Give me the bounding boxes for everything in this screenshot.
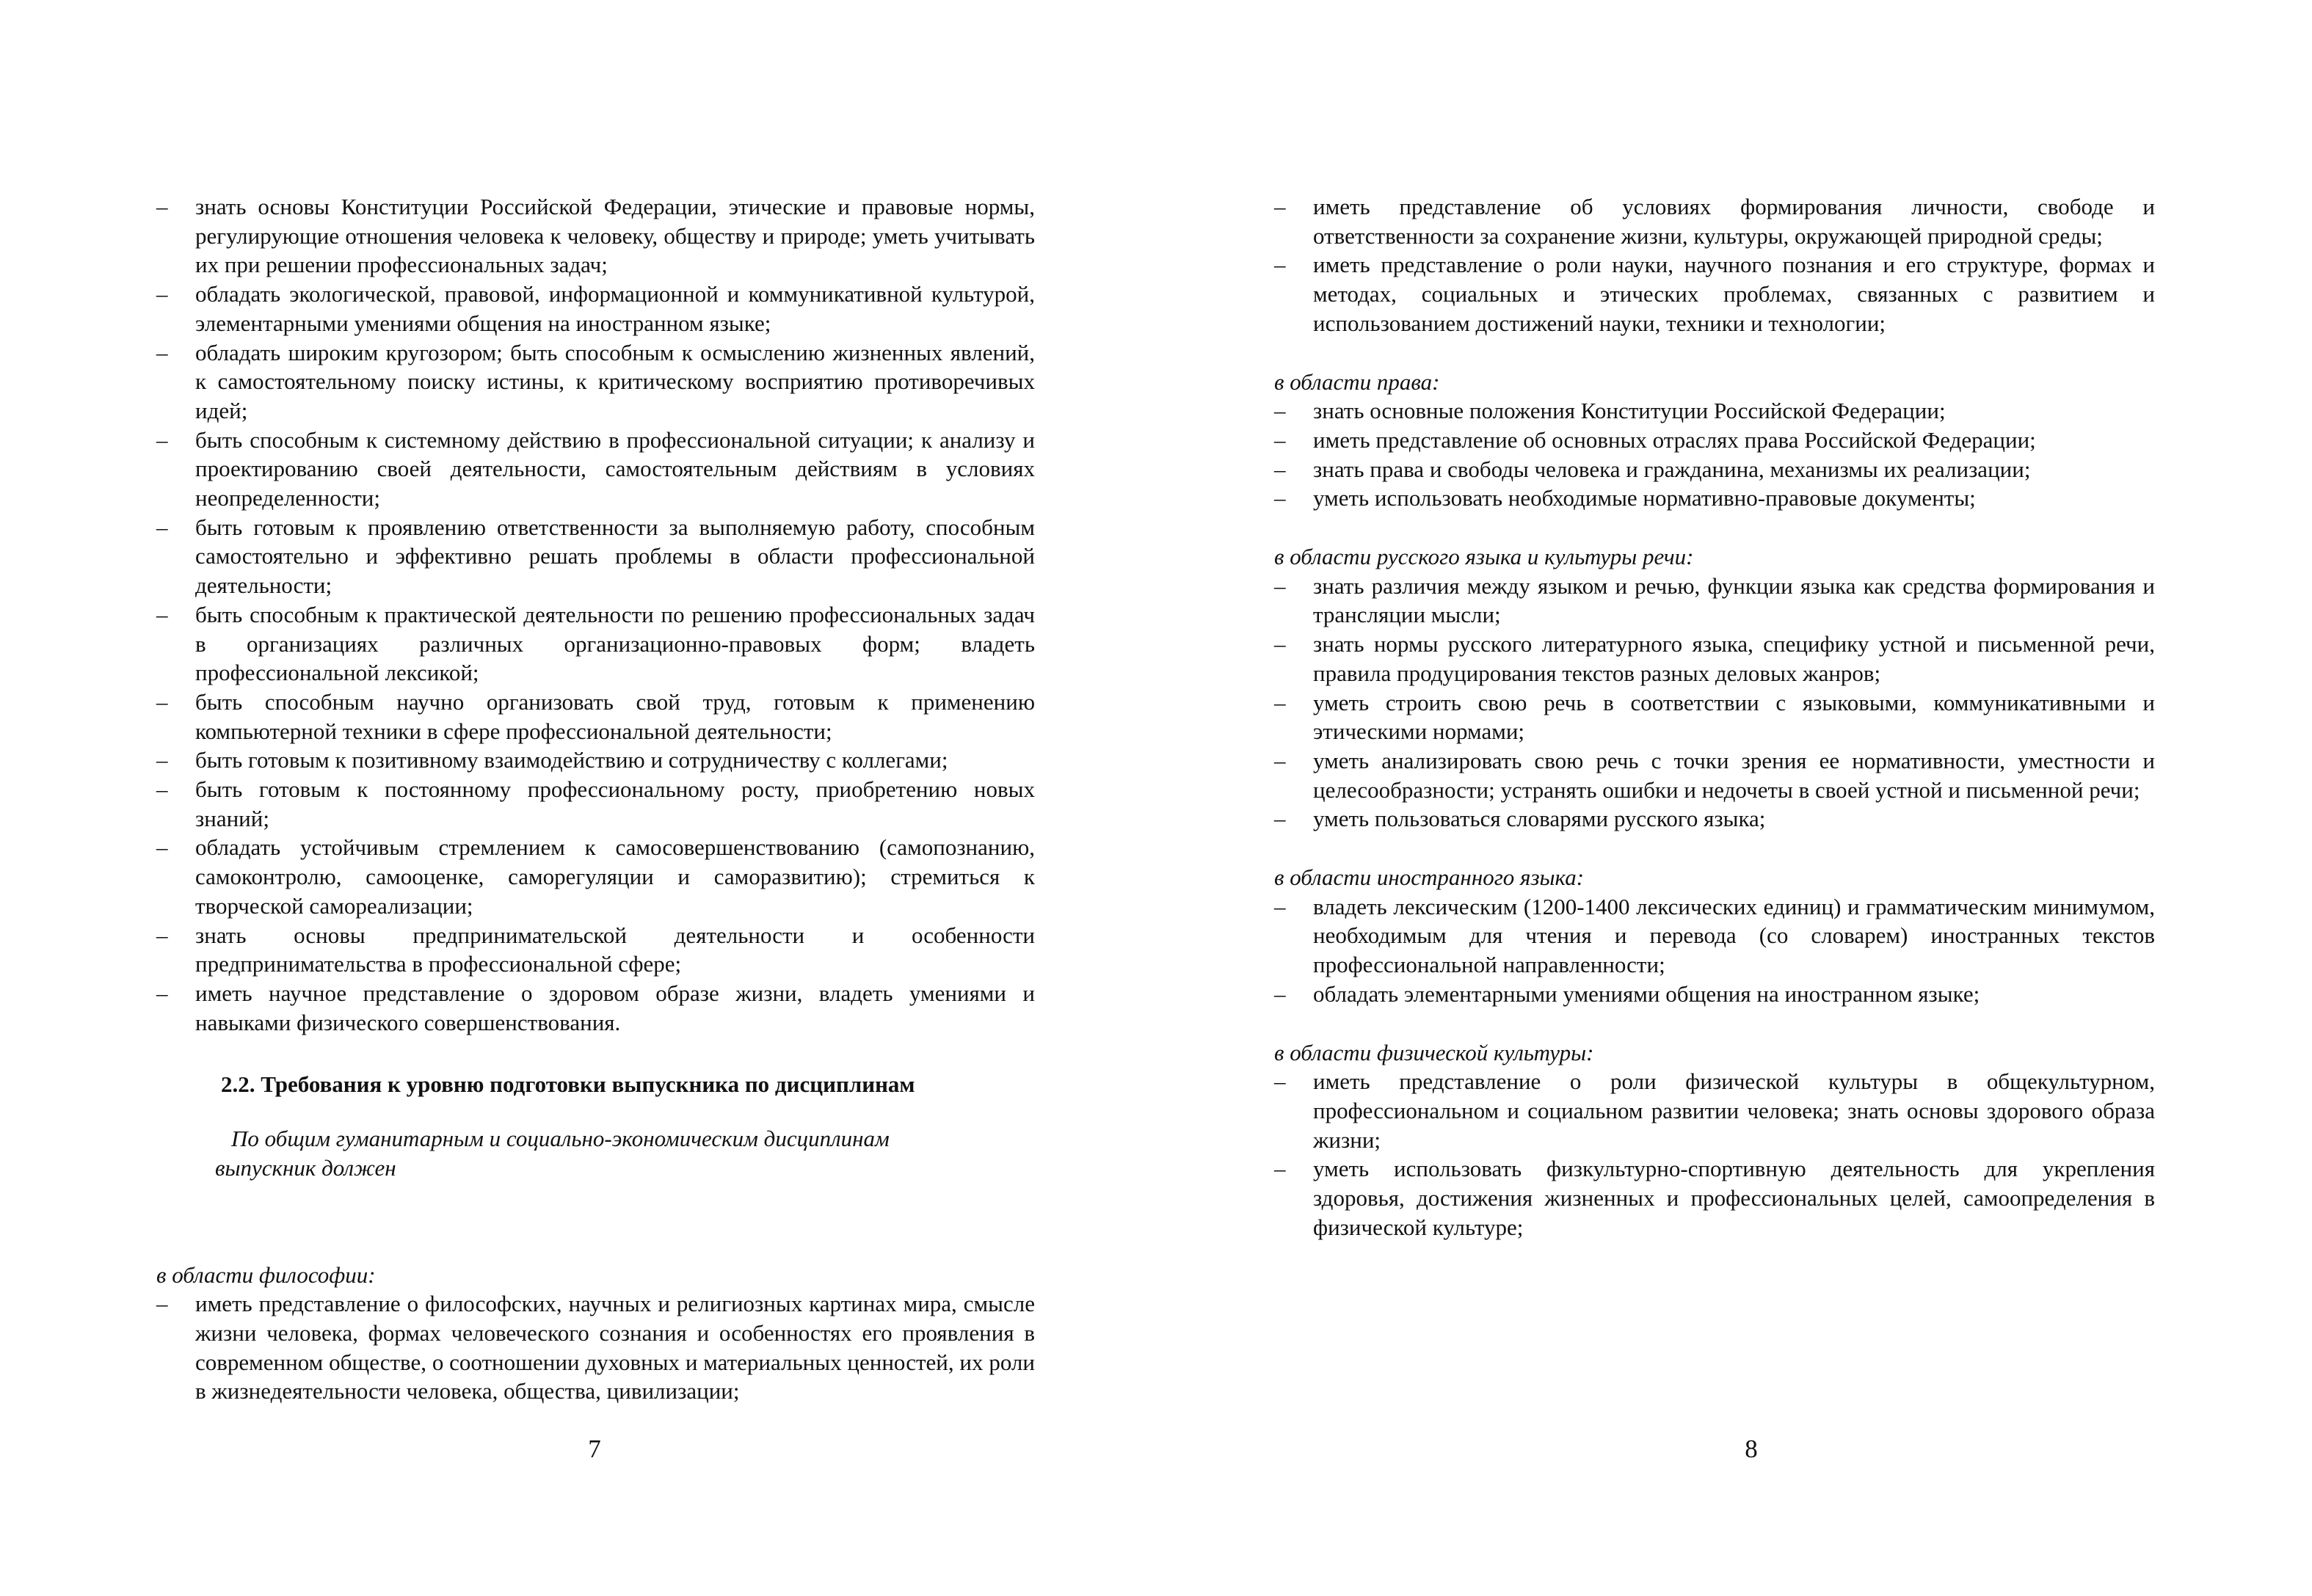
- page-number: 8: [1745, 1435, 1758, 1463]
- bullet-dash: –: [1274, 485, 1286, 511]
- bullet-dash: –: [1274, 572, 1286, 599]
- page-number: 7: [588, 1435, 601, 1463]
- list-item: – уметь пользоваться словарями русского языка;: [1274, 804, 2155, 834]
- list-item: – знать различия между языком и речью, функции языка как средства формирования и трансляции мысли;: [1274, 572, 2155, 628]
- list-item: – уметь использовать физкультурно-спортивную деятельность для укрепления здоровья, достижения жизненных и профессиональных целей, самоопределения в физической культуре;: [1274, 1156, 2155, 1240]
- list-item: – обладать экологической, правовой, информационной и коммуникативной культурой, элементарными умениями общения на иностранном языке;: [156, 281, 1035, 336]
- competency-list: [156, 192, 1035, 1037]
- list-item: – знать права и свободы человека и гражданина, механизмы их реализации;: [1274, 455, 2155, 484]
- bullet-dash: –: [156, 776, 168, 803]
- section-title-foreign-language: в области иностранного языка:: [1274, 864, 1585, 891]
- bullet-dash: –: [156, 426, 168, 453]
- bullet-dash: –: [156, 688, 168, 715]
- list-item: – знать основные положения Конституции Российской Федерации;: [1274, 396, 2155, 426]
- bullet-dash: –: [1274, 1156, 1286, 1182]
- competency-list: [1274, 192, 2155, 338]
- bullet-dash: –: [1274, 398, 1286, 424]
- section-title-law: в области права:: [1274, 368, 1440, 395]
- subheading-continued: выпускник должен: [215, 1154, 396, 1181]
- list-item: – уметь строить свою речь в соответствии с языковыми, коммуникативными и этическими нормами;: [1274, 689, 2155, 745]
- list-item: – владеть лексическим (1200-1400 лексических единиц) и грамматическим минимумом, необходимым для чтения и перевода (со словарем) иностранных текстов профессиональной направленности;: [1274, 893, 2155, 978]
- bullet-dash: –: [1274, 252, 1286, 278]
- bullet-dash: –: [156, 194, 168, 219]
- law-list: [1274, 396, 2155, 513]
- bullet-dash: –: [156, 514, 168, 540]
- bullet-dash: –: [1274, 806, 1286, 832]
- section-title-russian: в области русского языка и культуры речи:: [1274, 544, 1694, 570]
- list-item: – знать нормы русского литературного языка, специфику устной и письменной речи, правила продуцирования текстов разных деловых жанров;: [1274, 631, 2155, 686]
- list-item: – иметь представление об основных отраслях права Российской Федерации;: [1274, 426, 2155, 455]
- list-item: – быть готовым к постоянному профессиональному росту, приобретению новых знаний;: [156, 776, 1035, 831]
- bullet-dash: –: [1274, 689, 1286, 715]
- list-item: – обладать элементарными умениями общения на иностранном языке;: [1274, 980, 2155, 1009]
- section-title-philosophy: в области философии:: [156, 1261, 376, 1288]
- page-7-content: [156, 192, 1035, 1406]
- bullet-dash: –: [1274, 631, 1286, 657]
- bullet-dash: –: [156, 980, 168, 1006]
- bullet-dash: –: [156, 281, 168, 307]
- list-item: – уметь использовать необходимые нормативно-правовые документы;: [1274, 484, 2155, 513]
- bullet-dash: –: [1274, 194, 1286, 219]
- foreign-language-list: [1274, 892, 2155, 1009]
- list-item: – знать основы предпринимательской деятельности и особенности предпринимательства в профессиональной сфере;: [156, 922, 1035, 977]
- bullet-dash: –: [156, 1291, 168, 1317]
- list-item: – иметь представление о философских, научных и религиозных картинах мира, смысле жизни человека, формах человеческого сознания и особенностях его проявления в современном обществе, о соотношении духовных и материальных ценностей, их роли в жизнедеятельности человека, общества, цивилизации;: [156, 1291, 1035, 1404]
- philosophy-list: [156, 1289, 1035, 1406]
- list-item: – быть готовым к проявлению ответственности за выполняемую работу, способным самостоятельно и эффективно решать проблемы в области профессиональной деятельности;: [156, 514, 1035, 599]
- bullet-dash: –: [156, 747, 168, 773]
- russian-list: [1274, 572, 2155, 834]
- bullet-dash: –: [1274, 426, 1286, 453]
- bullet-dash: –: [1274, 456, 1286, 482]
- bullet-dash: –: [156, 834, 168, 861]
- list-item: – иметь научное представление о здоровом образе жизни, владеть умениями и навыками физического совершенствования.: [156, 980, 1035, 1035]
- list-item: – обладать широким кругозором; быть способным к осмыслению жизненных явлений, к самостоятельному поиску истины, к критическому восприятию противоречивых идей;: [156, 339, 1035, 423]
- bullet-dash: –: [1274, 1068, 1286, 1095]
- subheading: По общим гуманитарным и социально-экономическим дисциплинам: [231, 1126, 890, 1152]
- bullet-dash: –: [156, 922, 168, 948]
- page-8-content: [1274, 192, 2155, 1242]
- page-8: [1156, 0, 2312, 1596]
- list-item: – быть способным научно организовать свой труд, готовым к применению компьютерной техники в сфере профессиональной деятельности;: [156, 688, 1035, 744]
- list-item: – иметь представление об условиях формирования личности, свободе и ответственности за сохранение жизни, культуры, окружающей природной среды;: [1274, 194, 2155, 249]
- list-item: – знать основы Конституции Российской Федерации, этические и правовые нормы, регулирующие отношения человека к человеку, обществу и природе; уметь учитывать их при решении профессиональных задач;: [156, 194, 1035, 278]
- physical-culture-list: [1274, 1067, 2155, 1242]
- list-item: – иметь представление о роли физической культуры в общекультурном, профессиональном и социальном развитии человека; знать основы здорового образа жизни;: [1274, 1068, 2155, 1153]
- bullet-dash: –: [1274, 893, 1286, 919]
- section-title-physical-culture: в области физической культуры:: [1274, 1039, 1594, 1065]
- list-item: – обладать устойчивым стремлением к самосовершенствованию (самопознанию, самоконтролю, самооценке, саморегуляции и саморазвитию); стремиться к творческой самореализации;: [156, 834, 1035, 919]
- section-heading: 2.2. Требования к уровню подготовки выпускника по дисциплинам: [221, 1071, 915, 1098]
- list-item: – быть готовым к позитивному взаимодействию и сотрудничеству с коллегами;: [156, 746, 1035, 775]
- list-item: – быть способным к практической деятельности по решению профессиональных задач в организациях различных организационно-правовых форм; владеть профессиональной лексикой;: [156, 601, 1035, 686]
- bullet-dash: –: [1274, 747, 1286, 773]
- list-item: – уметь анализировать свою речь с точки зрения ее нормативности, уместности и целесообразности; устранять ошибки и недочеты в своей устной и письменной речи;: [1274, 747, 2155, 803]
- list-item: – быть способным к системному действию в профессиональной ситуации; к анализу и проектированию своей деятельности, самостоятельным действиям в условиях неопределенности;: [156, 426, 1035, 511]
- bullet-dash: –: [156, 601, 168, 627]
- bullet-dash: –: [156, 339, 168, 365]
- bullet-dash: –: [1274, 980, 1286, 1007]
- list-item: – иметь представление о роли науки, научного познания и его структуре, формах и методах, социальных и этических проблемах, связанных с развитием и использованием достижений науки, техники и технологии;: [1274, 252, 2155, 336]
